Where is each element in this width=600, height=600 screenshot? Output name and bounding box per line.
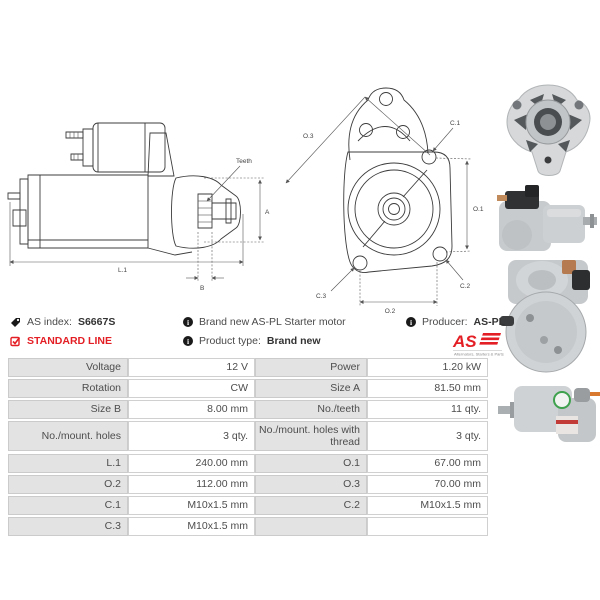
standard-line-badge: STANDARD LINE: [27, 335, 112, 347]
spec-label: O.3: [255, 475, 367, 494]
as-index-label: AS index:: [27, 316, 72, 328]
spec-label: Rotation: [8, 379, 128, 398]
tag-icon: [10, 317, 21, 328]
info-icon: i: [183, 336, 193, 346]
starter-side-view-drawing: [0, 100, 280, 300]
spec-label: C.2: [255, 496, 367, 515]
spec-label: Size B: [8, 400, 128, 419]
table-row: [8, 475, 488, 494]
motor-body-outline: [8, 175, 192, 255]
dim-label-b: B: [200, 285, 205, 292]
spec-label: Voltage: [8, 358, 128, 377]
spec-label: O.1: [255, 454, 367, 473]
spec-label: No./mount. holes: [8, 421, 128, 451]
info-icon: i: [183, 317, 193, 327]
spec-value: 240.00 mm: [128, 454, 255, 473]
spec-value: M10x1.5 mm: [128, 496, 255, 515]
spec-label: [255, 517, 367, 536]
spec-value: 3 qty.: [128, 421, 255, 451]
spec-label: O.2: [8, 475, 128, 494]
spec-value: 70.00 mm: [367, 475, 488, 494]
table-row: [8, 421, 488, 451]
description-row: [183, 316, 346, 328]
spec-label: No./teeth: [255, 400, 367, 419]
table-row: [8, 358, 488, 377]
dim-label-o1: O.1: [473, 206, 484, 213]
spec-value: 67.00 mm: [367, 454, 488, 473]
product-description: Brand new AS-PL Starter motor: [199, 316, 346, 328]
table-row: [8, 400, 488, 419]
spec-value: M10x1.5 mm: [367, 496, 488, 515]
spec-value: [367, 517, 488, 536]
spec-label: C.3: [8, 517, 128, 536]
as-index-row: [10, 316, 115, 328]
product-photo-rear: [500, 256, 596, 374]
info-icon: i: [406, 317, 416, 327]
starter-front-view-drawing: [278, 58, 503, 318]
table-row: [8, 496, 488, 515]
producer-value: AS-PL: [473, 316, 506, 328]
checkbox-check-icon: [10, 336, 21, 347]
spec-value: 112.00 mm: [128, 475, 255, 494]
dimension-annotations: [10, 158, 270, 292]
as-pl-logo: [452, 330, 504, 358]
dim-label-o2: O.2: [384, 308, 396, 315]
spec-label: L.1: [8, 454, 128, 473]
spec-label: Power: [255, 358, 367, 377]
spec-label: No./mount. holes with thread: [255, 421, 367, 451]
spec-label: Size A: [255, 379, 367, 398]
table-row: [8, 454, 488, 473]
product-photo-front-face: [500, 82, 596, 180]
dim-label-c1: C.1: [450, 120, 461, 127]
producer-row: [406, 316, 505, 328]
spec-value: 11 qty.: [367, 400, 488, 419]
spec-value: 1.20 kW: [367, 358, 488, 377]
spec-value: 81.50 mm: [367, 379, 488, 398]
drive-end-outline: [148, 133, 241, 248]
as-pl-logo-tagline: Alternators, Starters & Parts: [454, 351, 504, 357]
spec-value: CW: [128, 379, 255, 398]
spec-value: 8.00 mm: [128, 400, 255, 419]
as-index-value: S6667S: [77, 316, 116, 328]
dim-label-c2: C.2: [460, 283, 471, 290]
dim-label-l1: L.1: [118, 267, 128, 274]
spec-value: M10x1.5 mm: [128, 517, 255, 536]
dim-label-c3: C.3: [316, 293, 327, 300]
solenoid-outline: [66, 123, 165, 172]
producer-label: Producer:: [422, 316, 468, 328]
standard-line-row: [10, 335, 112, 347]
spec-value: 3 qty.: [367, 421, 488, 451]
product-photo-top: [498, 380, 600, 446]
product-photo-side: [497, 183, 599, 255]
dimension-annotations: [286, 97, 484, 315]
product-type-label: Product type:: [199, 335, 261, 347]
product-type-row: [183, 335, 321, 347]
dim-label-o3: O.3: [303, 133, 314, 140]
product-type-value: Brand new: [266, 335, 321, 347]
teeth-label: Teeth: [236, 158, 252, 165]
spec-value: 12 V: [128, 358, 255, 377]
table-row: [8, 379, 488, 398]
spec-label: C.1: [8, 496, 128, 515]
table-row: [8, 517, 488, 536]
logo-speed-stripes: [479, 333, 501, 345]
spec-table: [8, 358, 488, 538]
dim-label-a: A: [265, 209, 270, 216]
as-pl-logo-text: AS: [453, 332, 477, 351]
mounting-face-outline: [344, 88, 452, 273]
